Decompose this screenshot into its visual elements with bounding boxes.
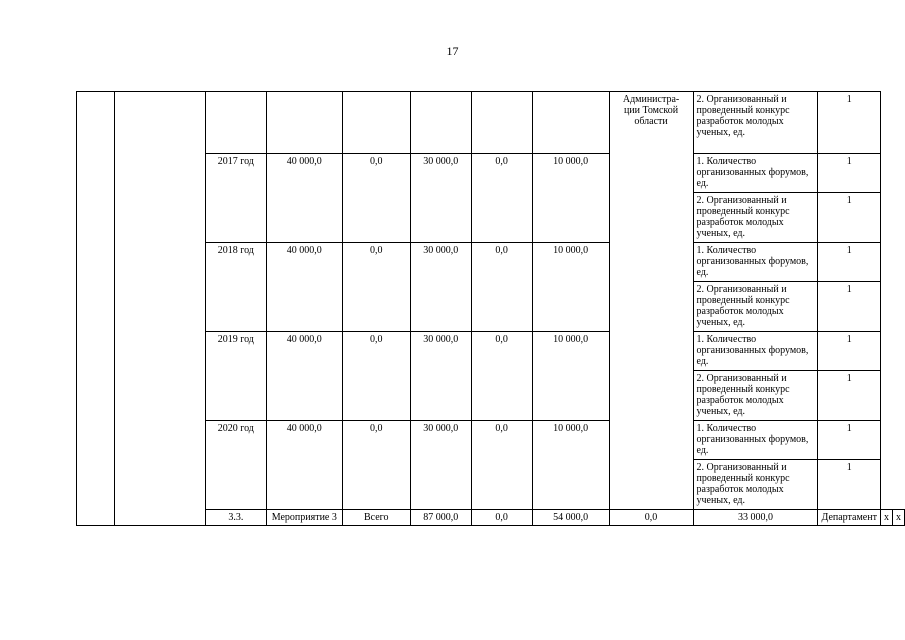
cell-f3: 0,0	[471, 154, 532, 243]
cell-executor: Департамент	[818, 510, 881, 526]
cell-total: 40 000,0	[266, 421, 342, 510]
cell-executor: Администра- ции Томской области	[609, 92, 693, 510]
cell-indicator-value: 1	[818, 193, 881, 243]
cell-f2: 54 000,0	[532, 510, 609, 526]
cell-f3: 0,0	[471, 421, 532, 510]
cell-f4: 10 000,0	[532, 243, 609, 332]
cell-f2: 30 000,0	[410, 421, 471, 510]
program-table	[76, 91, 905, 526]
cell-name	[114, 92, 205, 526]
cell-f4: 10 000,0	[532, 154, 609, 243]
table-row	[77, 92, 905, 154]
cell-indicator: 2. Организованный и проведенный конкурс разработок молодых ученых, ед.	[693, 460, 818, 510]
cell-f3: 0,0	[471, 332, 532, 421]
cell-f3: 0,0	[609, 510, 693, 526]
cell-indicator: 1. Количество организованных форумов, ед.	[693, 243, 818, 282]
cell-year: Всего	[342, 510, 410, 526]
cell-total: 40 000,0	[266, 154, 342, 243]
cell-indicator-value: 1	[818, 371, 881, 421]
cell-f1: 0,0	[342, 243, 410, 332]
cell-indicator-value: 1	[818, 154, 881, 193]
page-number: 17	[446, 44, 459, 58]
cell-indicator-value: 1	[818, 332, 881, 371]
cell-f2: 30 000,0	[410, 332, 471, 421]
cell-indicator: 1. Количество организованных форумов, ед.	[693, 332, 818, 371]
cell-f4: 33 000,0	[693, 510, 818, 526]
cell-year: 2020 год	[205, 421, 266, 510]
cell-f1: 0,0	[342, 154, 410, 243]
cell-total: 40 000,0	[266, 243, 342, 332]
cell-indicator-value: 1	[818, 460, 881, 510]
cell-indicator-value: 1	[818, 282, 881, 332]
cell-indicator: 2. Организованный и проведенный конкурс разработок молодых ученых, ед.	[693, 282, 818, 332]
cell-indicator-value: х	[893, 510, 905, 526]
cell-f1: 0,0	[342, 332, 410, 421]
cell-indicator: 2. Организованный и проведенный конкурс разработок молодых ученых, ед.	[693, 371, 818, 421]
cell-indicator-value: 1	[818, 421, 881, 460]
cell-year: 2017 год	[205, 154, 266, 243]
cell-f1: 0,0	[342, 421, 410, 510]
cell-indicator-value: 1	[818, 243, 881, 282]
cell-number: 3.3.	[205, 510, 266, 526]
cell-number	[77, 92, 115, 526]
cell-f1: 0,0	[471, 510, 532, 526]
cell-f4: 10 000,0	[532, 421, 609, 510]
cell-f3: 0,0	[471, 243, 532, 332]
cell-f2: 30 000,0	[410, 154, 471, 243]
cell-total: 87 000,0	[410, 510, 471, 526]
cell-indicator: 1. Количество организованных форумов, ед.	[693, 154, 818, 193]
cell-total: 40 000,0	[266, 332, 342, 421]
cell-f4: 10 000,0	[532, 332, 609, 421]
cell-indicator: 1. Количество организованных форумов, ед.	[693, 421, 818, 460]
cell-year: 2019 год	[205, 332, 266, 421]
cell-indicator-value: 1	[818, 92, 881, 154]
cell-indicator: 2. Организованный и проведенный конкурс разработок молодых ученых, ед.	[693, 193, 818, 243]
cell-year: 2018 год	[205, 243, 266, 332]
cell-f2: 30 000,0	[410, 243, 471, 332]
cell-indicator: 2. Организованный и проведенный конкурс разработок молодых ученых, ед.	[693, 92, 818, 154]
cell-indicator: х	[881, 510, 893, 526]
cell-name: Мероприятие 3	[266, 510, 342, 526]
